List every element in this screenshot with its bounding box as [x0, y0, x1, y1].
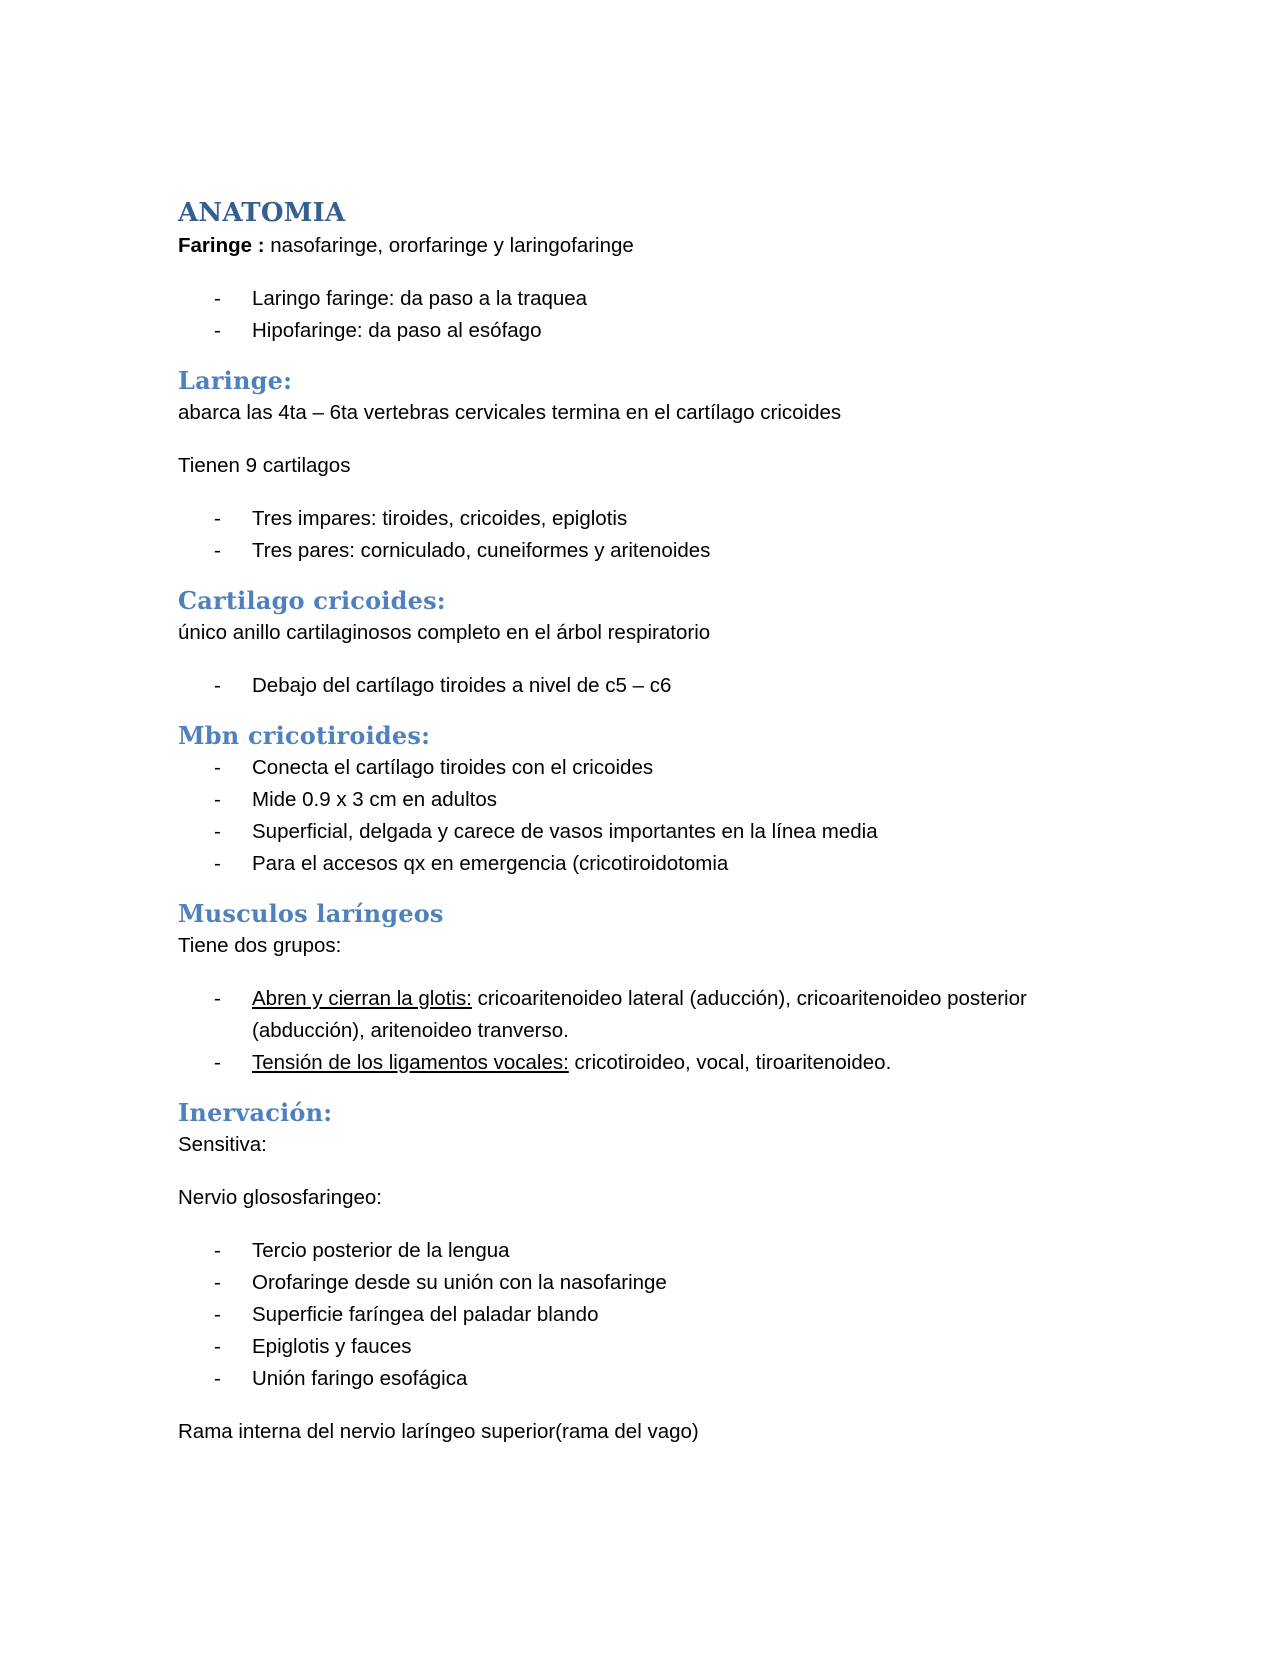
faringe-paragraph — [178, 230, 1108, 262]
list-item-text: cricoaritenoideo lateral (aducción), cricoaritenoideo posterior (abducción), aritenoideo tranverso. — [252, 987, 1027, 1042]
list-item-text: Mide 0.9 x 3 cm en adultos — [252, 788, 497, 811]
list-item — [178, 670, 1108, 702]
dash-bullet: - — [214, 1051, 221, 1074]
heading-mbn-cricotiroides: Mbn cricotiroides: — [178, 721, 431, 750]
musculos-list — [178, 983, 1108, 1079]
dash-bullet: - — [214, 674, 221, 697]
list-item-text: Tercio posterior de la lengua — [252, 1239, 510, 1262]
list-item-text: Unión faringo esofágica — [252, 1367, 468, 1390]
dash-bullet: - — [214, 1367, 221, 1390]
dash-bullet: - — [214, 1271, 221, 1294]
list-item-text: Conecta el cartílago tiroides con el cricoides — [252, 756, 654, 779]
dash-bullet: - — [214, 788, 221, 811]
list-item-text: Orofaringe desde su unión con la nasofaringe — [252, 1271, 667, 1294]
dash-bullet: - — [214, 1239, 221, 1262]
list-item — [178, 848, 1108, 880]
laringe-list — [178, 503, 1108, 567]
heading-cricoides: Cartilago cricoides: — [178, 586, 446, 615]
cricoides-paragraph: único anillo cartilaginosos completo en el árbol respiratorio — [178, 621, 711, 644]
list-item — [178, 1235, 1108, 1267]
list-item — [178, 816, 1108, 848]
faringe-list — [178, 283, 1108, 347]
heading-laringe: Laringe: — [178, 366, 293, 395]
list-item-text: Para el accesos qx en emergencia (cricotiroidotomia — [252, 852, 729, 875]
list-item-text: Debajo del cartílago tiroides a nivel de c5 – c6 — [252, 674, 672, 697]
list-item — [178, 1047, 1108, 1079]
list-item-label: Abren y cierran la glotis: — [252, 987, 472, 1010]
dash-bullet: - — [214, 852, 221, 875]
list-item — [178, 1299, 1108, 1331]
dash-bullet: - — [214, 507, 221, 530]
list-item — [178, 983, 1108, 1047]
inervacion-list — [178, 1235, 1108, 1395]
laringe-paragraph: abarca las 4ta – 6ta vertebras cervicales termina en el cartílago cricoides — [178, 401, 842, 424]
faringe-label: Faringe : — [178, 234, 265, 257]
list-item — [178, 283, 1108, 315]
list-item-text: Superficie faríngea del paladar blando — [252, 1303, 599, 1326]
list-item-text: cricotiroideo, vocal, tiroaritenoideo. — [568, 1051, 892, 1074]
list-item — [178, 1331, 1108, 1363]
document-page — [178, 196, 1108, 1448]
list-item — [178, 535, 1108, 567]
list-item-text: Tres impares: tiroides, cricoides, epiglotis — [252, 507, 628, 530]
list-item-label: Tensión de los ligamentos vocales: — [252, 1051, 569, 1074]
list-item-text: Laringo faringe: da paso a la traquea — [252, 287, 588, 310]
cartilagos-paragraph: Tienen 9 cartilagos — [178, 454, 351, 477]
cricoides-list — [178, 670, 1108, 702]
list-item — [178, 315, 1108, 347]
nervio-paragraph: Nervio glososfaringeo: — [178, 1186, 382, 1209]
list-item — [178, 752, 1108, 784]
dash-bullet: - — [214, 287, 221, 310]
dash-bullet: - — [214, 756, 221, 779]
list-item-text: Tres pares: corniculado, cuneiformes y aritenoides — [252, 539, 711, 562]
heading-inervacion: Inervación: — [178, 1098, 333, 1127]
mbn-list — [178, 752, 1108, 880]
sensitiva-paragraph: Sensitiva: — [178, 1133, 267, 1156]
list-item-text: Epiglotis y fauces — [252, 1335, 412, 1358]
dash-bullet: - — [214, 820, 221, 843]
dash-bullet: - — [214, 1335, 221, 1358]
dash-bullet: - — [214, 987, 221, 1010]
list-item-text: Hipofaringe: da paso al esófago — [252, 319, 542, 342]
heading-musculos: Musculos laríngeos — [178, 899, 444, 928]
list-item — [178, 1267, 1108, 1299]
dash-bullet: - — [214, 1303, 221, 1326]
dash-bullet: - — [214, 539, 221, 562]
faringe-text: nasofaringe, ororfaringe y laringofaringe — [264, 234, 634, 257]
list-item — [178, 784, 1108, 816]
dash-bullet: - — [214, 319, 221, 342]
list-item — [178, 1363, 1108, 1395]
rama-paragraph: Rama interna del nervio laríngeo superior(rama del vago) — [178, 1420, 699, 1443]
document-title: ANATOMIA — [178, 198, 346, 228]
list-item-text: Superficial, delgada y carece de vasos importantes en la línea media — [252, 820, 878, 843]
list-item — [178, 503, 1108, 535]
musculos-paragraph: Tiene dos grupos: — [178, 934, 342, 957]
